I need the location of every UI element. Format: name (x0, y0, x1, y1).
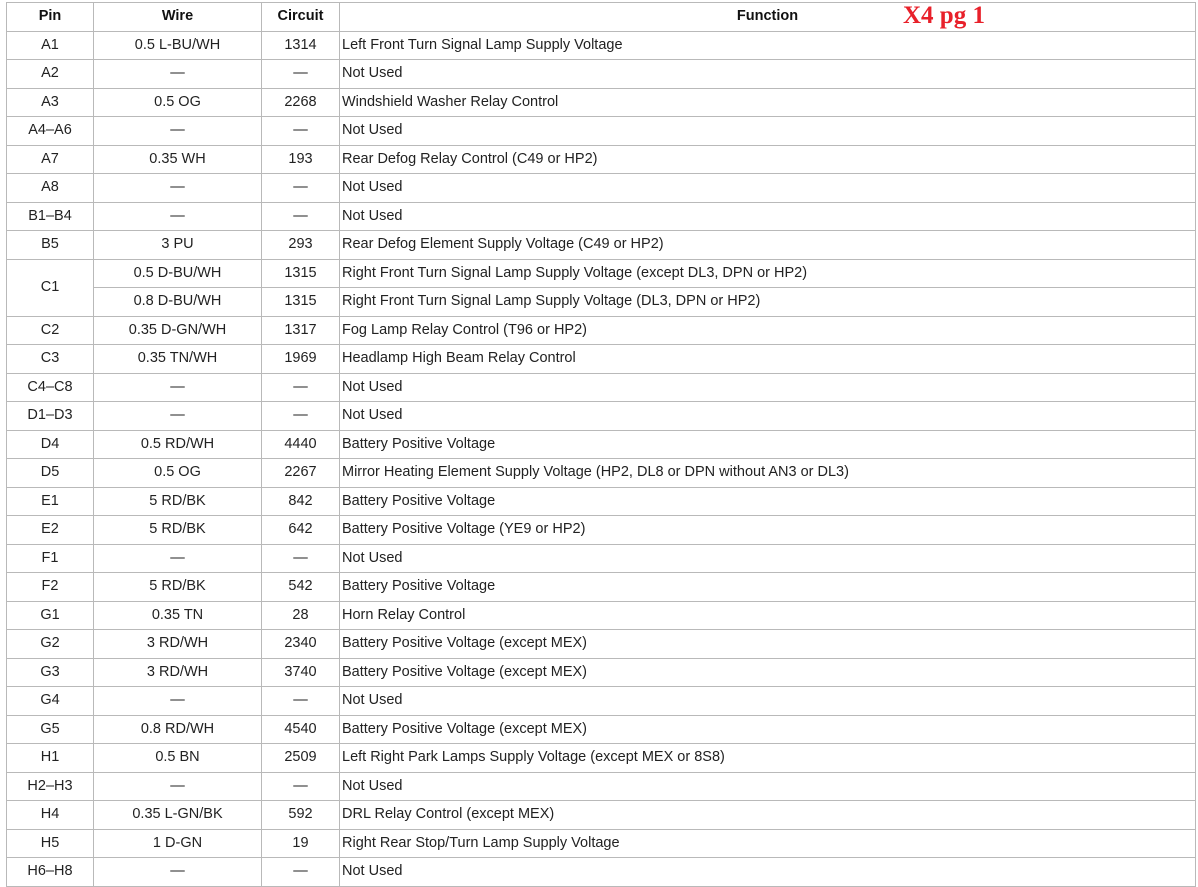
circuit-cell: 592 (262, 801, 340, 830)
function-cell: Not Used (340, 202, 1196, 231)
wire-cell: — (94, 858, 262, 887)
pin-cell: B1–B4 (7, 202, 94, 231)
table-row (7, 801, 1196, 830)
wire-cell: — (94, 174, 262, 203)
pin-cell: E1 (7, 487, 94, 516)
circuit-cell: 193 (262, 145, 340, 174)
pin-cell: D4 (7, 430, 94, 459)
wire-cell: 0.35 WH (94, 145, 262, 174)
table-row (7, 744, 1196, 773)
circuit-cell: 2268 (262, 88, 340, 117)
circuit-cell: 1317 (262, 316, 340, 345)
header-wire: Wire (94, 3, 262, 32)
table-row (7, 687, 1196, 716)
table-row (7, 60, 1196, 89)
function-cell: Windshield Washer Relay Control (340, 88, 1196, 117)
function-cell: Not Used (340, 858, 1196, 887)
function-cell: Rear Defog Element Supply Voltage (C49 or HP2) (340, 231, 1196, 260)
pin-cell: H6–H8 (7, 858, 94, 887)
wire-cell: 0.35 TN (94, 601, 262, 630)
function-cell: Mirror Heating Element Supply Voltage (HP2, DL8 or DPN without AN3 or DL3) (340, 459, 1196, 488)
wire-cell: — (94, 544, 262, 573)
pin-cell: G3 (7, 658, 94, 687)
wire-cell: 1 D-GN (94, 829, 262, 858)
pin-cell: A4–A6 (7, 117, 94, 146)
pin-cell: C2 (7, 316, 94, 345)
circuit-cell: — (262, 772, 340, 801)
pin-cell: H2–H3 (7, 772, 94, 801)
table-row (7, 259, 1196, 288)
circuit-cell: — (262, 117, 340, 146)
table-row (7, 117, 1196, 146)
function-cell: Not Used (340, 772, 1196, 801)
function-cell: Right Front Turn Signal Lamp Supply Voltage (DL3, DPN or HP2) (340, 288, 1196, 317)
function-cell: Not Used (340, 402, 1196, 431)
function-cell: Battery Positive Voltage (YE9 or HP2) (340, 516, 1196, 545)
wire-cell: 3 PU (94, 231, 262, 260)
pin-cell: D1–D3 (7, 402, 94, 431)
header-function: Function (340, 3, 1196, 32)
function-cell: Battery Positive Voltage (except MEX) (340, 658, 1196, 687)
table-row (7, 829, 1196, 858)
wire-cell: 0.5 OG (94, 88, 262, 117)
pin-cell: C1 (7, 259, 94, 316)
function-cell: Horn Relay Control (340, 601, 1196, 630)
wire-cell: 0.8 D-BU/WH (94, 288, 262, 317)
table-row (7, 715, 1196, 744)
function-cell: Not Used (340, 544, 1196, 573)
table-row (7, 487, 1196, 516)
circuit-cell: 842 (262, 487, 340, 516)
wire-cell: 3 RD/WH (94, 658, 262, 687)
table-row (7, 573, 1196, 602)
table-row (7, 658, 1196, 687)
circuit-cell: — (262, 687, 340, 716)
wire-cell: 3 RD/WH (94, 630, 262, 659)
circuit-cell: — (262, 174, 340, 203)
pin-cell: F2 (7, 573, 94, 602)
function-cell: Battery Positive Voltage (340, 430, 1196, 459)
pin-cell: A2 (7, 60, 94, 89)
table-row (7, 516, 1196, 545)
pin-cell: D5 (7, 459, 94, 488)
header-pin: Pin (7, 3, 94, 32)
wire-cell: 0.5 RD/WH (94, 430, 262, 459)
handwritten-page-note: X4 pg 1 (903, 2, 985, 29)
table-row (7, 402, 1196, 431)
table-row (7, 601, 1196, 630)
table-row (7, 858, 1196, 887)
pin-cell: H4 (7, 801, 94, 830)
wire-cell: 0.5 BN (94, 744, 262, 773)
circuit-cell: 2509 (262, 744, 340, 773)
pin-cell: C3 (7, 345, 94, 374)
circuit-cell: — (262, 544, 340, 573)
table-row (7, 630, 1196, 659)
table-row (7, 430, 1196, 459)
pin-cell: B5 (7, 231, 94, 260)
circuit-cell: 1314 (262, 31, 340, 60)
table-row (7, 174, 1196, 203)
pin-cell: A7 (7, 145, 94, 174)
circuit-cell: — (262, 858, 340, 887)
function-cell: Left Front Turn Signal Lamp Supply Voltage (340, 31, 1196, 60)
table-row (7, 316, 1196, 345)
function-cell: Battery Positive Voltage (340, 487, 1196, 516)
circuit-cell: — (262, 373, 340, 402)
table-row (7, 88, 1196, 117)
table-row (7, 31, 1196, 60)
wire-cell: — (94, 202, 262, 231)
pin-cell: F1 (7, 544, 94, 573)
pin-cell: H5 (7, 829, 94, 858)
circuit-cell: 293 (262, 231, 340, 260)
wire-cell: 5 RD/BK (94, 573, 262, 602)
table-row (7, 288, 1196, 317)
wire-cell: 0.5 D-BU/WH (94, 259, 262, 288)
table-row (7, 345, 1196, 374)
pin-cell: E2 (7, 516, 94, 545)
circuit-cell: — (262, 202, 340, 231)
table-row (7, 373, 1196, 402)
circuit-cell: 1315 (262, 288, 340, 317)
function-cell: Not Used (340, 60, 1196, 89)
pin-cell: A8 (7, 174, 94, 203)
wire-cell: — (94, 687, 262, 716)
circuit-cell: — (262, 402, 340, 431)
table-row (7, 202, 1196, 231)
circuit-cell: 28 (262, 601, 340, 630)
wire-cell: 0.5 L-BU/WH (94, 31, 262, 60)
wire-cell: 0.35 D-GN/WH (94, 316, 262, 345)
circuit-cell: 542 (262, 573, 340, 602)
function-cell: Fog Lamp Relay Control (T96 or HP2) (340, 316, 1196, 345)
table-row (7, 544, 1196, 573)
circuit-cell: 642 (262, 516, 340, 545)
wire-cell: 0.35 TN/WH (94, 345, 262, 374)
circuit-cell: 1315 (262, 259, 340, 288)
function-cell: Not Used (340, 687, 1196, 716)
wire-cell: — (94, 402, 262, 431)
function-cell: Left Right Park Lamps Supply Voltage (except MEX or 8S8) (340, 744, 1196, 773)
pin-cell: A3 (7, 88, 94, 117)
pin-cell: H1 (7, 744, 94, 773)
pin-cell: G4 (7, 687, 94, 716)
function-cell: Battery Positive Voltage (except MEX) (340, 630, 1196, 659)
function-cell: DRL Relay Control (except MEX) (340, 801, 1196, 830)
pin-cell: C4–C8 (7, 373, 94, 402)
wire-cell: 5 RD/BK (94, 487, 262, 516)
function-cell: Headlamp High Beam Relay Control (340, 345, 1196, 374)
wire-cell: 0.8 RD/WH (94, 715, 262, 744)
circuit-cell: — (262, 60, 340, 89)
pin-cell: A1 (7, 31, 94, 60)
table-row (7, 772, 1196, 801)
header-circuit: Circuit (262, 3, 340, 32)
wire-cell: 0.35 L-GN/BK (94, 801, 262, 830)
circuit-cell: 2340 (262, 630, 340, 659)
circuit-cell: 2267 (262, 459, 340, 488)
wire-cell: — (94, 60, 262, 89)
connector-pinout-table (6, 2, 1196, 887)
table-header-row (7, 3, 1196, 32)
function-cell: Not Used (340, 117, 1196, 146)
circuit-cell: 1969 (262, 345, 340, 374)
wire-cell: 0.5 OG (94, 459, 262, 488)
function-cell: Not Used (340, 174, 1196, 203)
wire-cell: — (94, 772, 262, 801)
function-cell: Battery Positive Voltage (340, 573, 1196, 602)
pin-cell: G5 (7, 715, 94, 744)
wire-cell: — (94, 117, 262, 146)
circuit-cell: 4540 (262, 715, 340, 744)
function-cell: Right Front Turn Signal Lamp Supply Voltage (except DL3, DPN or HP2) (340, 259, 1196, 288)
wire-cell: — (94, 373, 262, 402)
table-row (7, 231, 1196, 260)
function-cell: Battery Positive Voltage (except MEX) (340, 715, 1196, 744)
circuit-cell: 4440 (262, 430, 340, 459)
wire-cell: 5 RD/BK (94, 516, 262, 545)
circuit-cell: 19 (262, 829, 340, 858)
function-cell: Not Used (340, 373, 1196, 402)
table-row (7, 145, 1196, 174)
pin-cell: G2 (7, 630, 94, 659)
table-row (7, 459, 1196, 488)
pin-cell: G1 (7, 601, 94, 630)
function-cell: Rear Defog Relay Control (C49 or HP2) (340, 145, 1196, 174)
table-body (7, 31, 1196, 886)
circuit-cell: 3740 (262, 658, 340, 687)
function-cell: Right Rear Stop/Turn Lamp Supply Voltage (340, 829, 1196, 858)
